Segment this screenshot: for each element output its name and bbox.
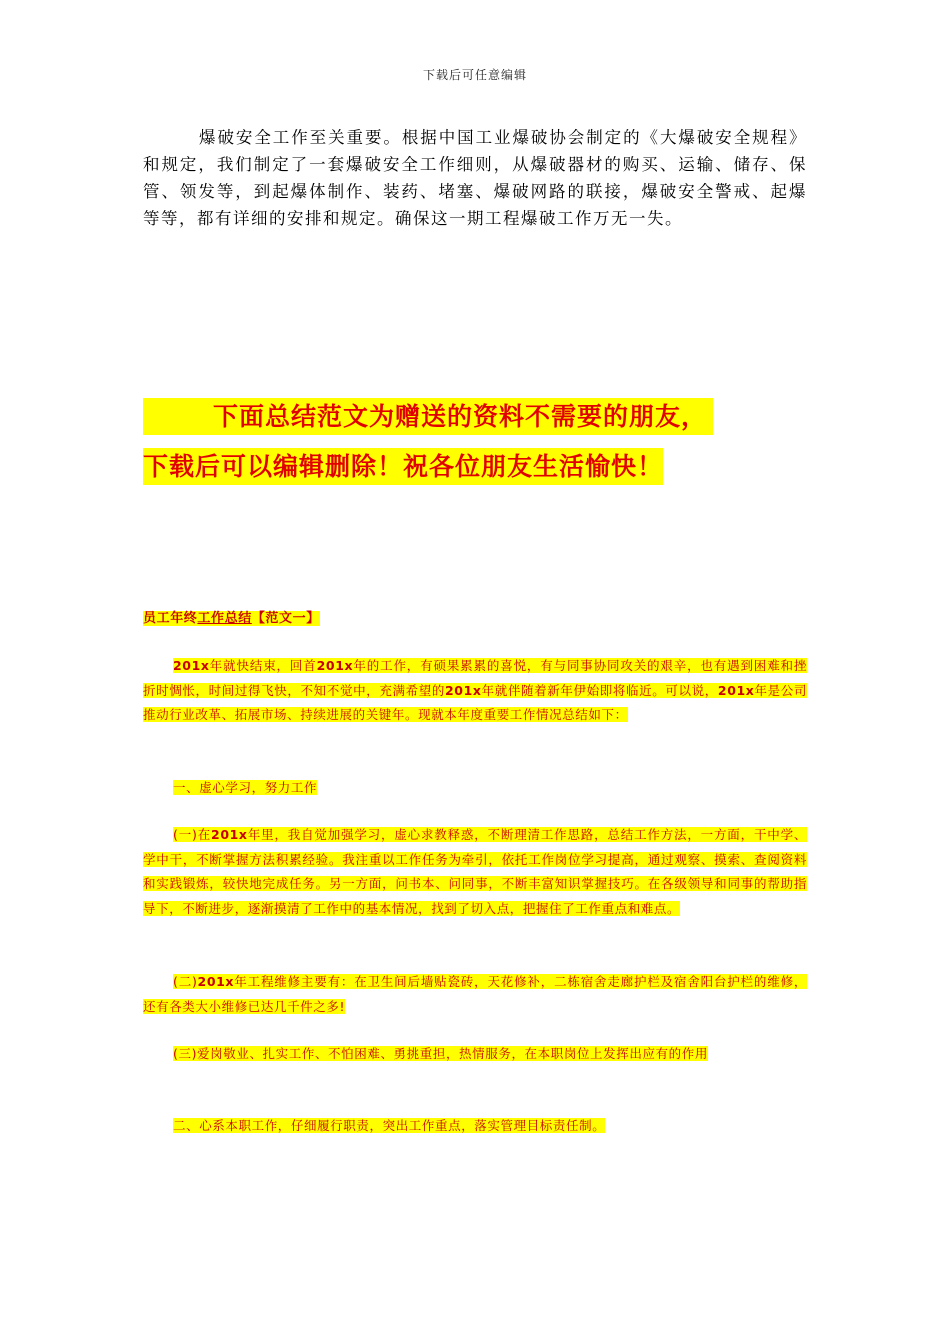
heading-2-text: 二、心系本职工作，仔细履行职责，突出工作重点，落实管理目标责任制。 (173, 1118, 606, 1133)
section-title (143, 607, 807, 632)
p1-text-4: 年是公司推动行业改革、拓展市场、持续进展的关键年。现就本年度重要工作情况总结如下： (143, 682, 807, 722)
p3-text-2: 年工程维修主要有：在卫生间后墙贴瓷砖，天花修补，二栋宿舍走廊护栏及宿舍阳台护栏的维修，还有各类大小维修已达几千件之多! (143, 974, 807, 1014)
p1-year-4: 201x (717, 682, 755, 698)
p3-year: 201x (197, 974, 235, 989)
title-underlined: 工作总结 (197, 611, 252, 626)
heading-2 (143, 1114, 807, 1139)
title-prefix: 员工年终 (143, 611, 198, 626)
p3-text-1: (二) (173, 974, 198, 989)
p4-text: (三)爱岗敬业、扎实工作、不怕困难、勇挑重担，热情服务，在本职岗位上发挥出应有的作用 (173, 1046, 708, 1061)
p1-text-2: 年的工作，有硕果累累的喜悦，有与同事协同攻关的艰辛，也有遇到困难和挫折时惆怅，时间过得飞快，不知不觉中，充满希望的 (143, 658, 807, 698)
p1-year-2: 201x (316, 658, 354, 673)
promo-banner (143, 396, 823, 496)
paragraph-1 (143, 654, 807, 728)
paragraph-3 (143, 970, 807, 1019)
paragraph-2 (143, 823, 807, 921)
p2-text-2: 年里，我自觉加强学习，虚心求教释惑，不断理清工作思路，总结工作方法，一方面，干中学、学中干，不断掌握方法积累经验。我注重以工作任务为牵引，依托工作岗位学习提高，通过观察、摸索、查阅资料和实践锻炼，较快地完成任务。另一方面，问书本、问同事，不断丰富知识掌握技巧。在各级领导和同事的帮助指导下，不断进步，逐渐摸清了工作中的基本情况，找到了切入点，把握住了工作重点和难点。 (143, 827, 807, 916)
p2-text-1: (一)在 (173, 827, 212, 842)
p1-year-3: 201x (444, 682, 482, 698)
p1-text-3: 年就伴随着新年伊始即将临近。可以说， (481, 682, 718, 698)
paragraph-4 (143, 1042, 807, 1067)
p2-year: 201x (211, 827, 248, 842)
intro-section (143, 124, 807, 232)
promo-line-1: 下面总结范文为赠送的资料不需要的朋友， (143, 398, 713, 435)
p1-text-1: 年就快结束，回首 (209, 658, 317, 673)
heading-1-text: 一、虚心学习，努力工作 (173, 780, 318, 795)
promo-line-2: 下载后可以编辑删除！祝各位朋友生活愉快！ (143, 448, 663, 485)
heading-1 (143, 776, 807, 801)
p1-year-1: 201x (173, 658, 210, 673)
intro-paragraph: 爆破安全工作至关重要。根据中国工业爆破协会制定的《大爆破安全规程》和规定，我们制定了一套爆破安全工作细则，从爆破器材的购买、运输、储存、保管、领发等，到起爆体制作、装药、堵塞、爆破网路的联接，爆破安全警戒、起爆等等，都有详细的安排和规定。确保这一期工程爆破工作万无一失。 (143, 128, 807, 228)
title-suffix: 【范文一】 (251, 611, 320, 626)
page-header: 下载后可任意编辑 (422, 68, 527, 82)
